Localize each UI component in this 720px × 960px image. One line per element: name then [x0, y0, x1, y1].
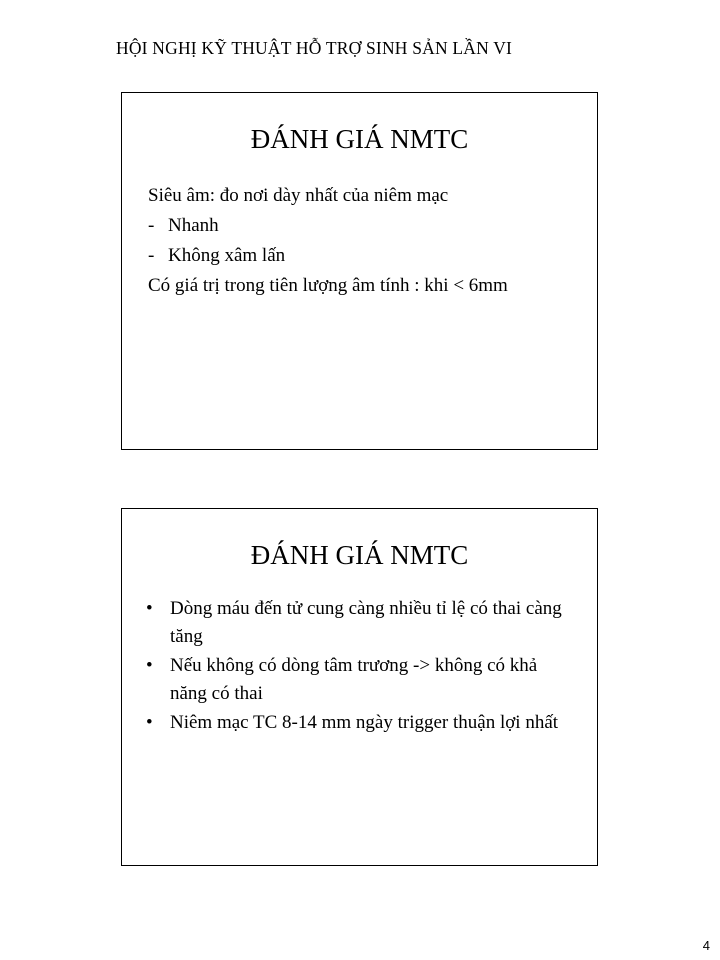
bullet-item — [140, 652, 567, 708]
slide-body — [148, 181, 577, 301]
bullet-text: Niêm mạc TC 8-14 mm ngày trigger thuận lợi nhất — [170, 712, 559, 733]
bullet-marker: • — [146, 655, 153, 676]
dash-list-item — [148, 241, 577, 271]
slide-title: ĐÁNH GIÁ NMTC — [250, 540, 469, 570]
bullet-text: Nếu không có dòng tâm trương -> không có khả năng có thai — [170, 655, 538, 704]
bullet-item — [140, 595, 567, 651]
dash-marker: - — [148, 215, 155, 236]
slide-1 — [121, 92, 598, 450]
slide-2 — [121, 508, 598, 866]
text-line: Siêu âm: đo nơi dày nhất của niêm mạc — [148, 185, 449, 206]
slide-title: ĐÁNH GIÁ NMTC — [250, 124, 469, 154]
dash-list-item — [148, 211, 577, 241]
bullet-text: Dòng máu đến tử cung càng nhiều tỉ lệ có thai càng tăng — [170, 598, 562, 647]
dash-list-item-text: Nhanh — [168, 215, 219, 236]
dash-marker: - — [148, 245, 155, 266]
bullet-list — [140, 595, 567, 738]
bullet-marker: • — [146, 712, 153, 733]
bullet-item — [140, 709, 567, 737]
bullet-marker: • — [146, 598, 153, 619]
page-header: HỘI NGHỊ KỸ THUẬT HỖ TRỢ SINH SẢN LẦN VI — [116, 38, 513, 58]
dash-list-item-text: Không xâm lấn — [168, 245, 286, 266]
text-line: Có giá trị trong tiên lượng âm tính : khi < 6mm — [148, 275, 508, 296]
page-number: 4 — [702, 938, 710, 953]
